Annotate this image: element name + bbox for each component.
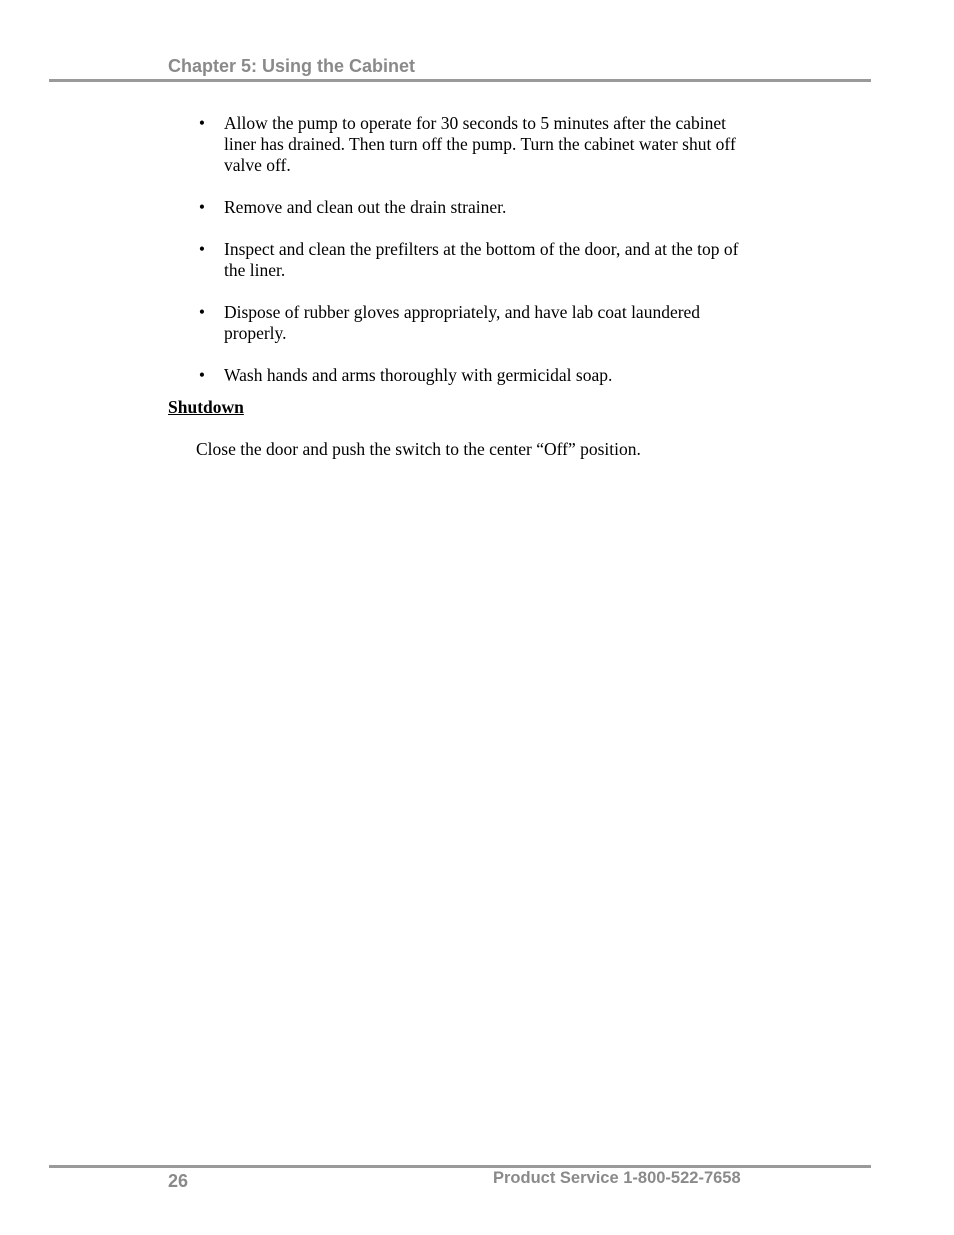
bullet-icon: • <box>198 239 206 259</box>
list-item-text: Allow the pump to operate for 30 seconds to 5 minutes after the cabinet liner has drained. Then turn off the pump. Turn the cabinet water shut off valve off. <box>224 113 736 175</box>
list-item-text: Dispose of rubber gloves appropriately, and have lab coat laundered properly. <box>224 302 701 343</box>
section-body: Close the door and push the switch to the center “Off” position. <box>196 439 641 459</box>
list-item <box>196 197 756 218</box>
list-item <box>196 239 756 281</box>
bullet-icon: • <box>198 113 206 133</box>
chapter-header: Chapter 5: Using the Cabinet <box>168 56 416 76</box>
list-item-text: Remove and clean out the drain strainer. <box>224 197 507 217</box>
list-item <box>196 365 756 386</box>
list-item <box>196 113 756 176</box>
page-number: 26 <box>168 1171 189 1191</box>
header-divider <box>49 79 871 82</box>
footer-divider <box>49 1165 871 1168</box>
product-service-phone: Product Service 1-800-522-7658 <box>493 1169 741 1187</box>
bullet-list <box>196 113 756 386</box>
section-heading: Shutdown <box>168 397 244 417</box>
bullet-icon: • <box>198 197 206 217</box>
list-item-text: Inspect and clean the prefilters at the bottom of the door, and at the top of the liner. <box>224 239 739 280</box>
bullet-icon: • <box>198 302 206 322</box>
list-item-text: Wash hands and arms thoroughly with germicidal soap. <box>224 365 613 385</box>
list-item <box>196 302 756 344</box>
bullet-icon: • <box>198 365 206 385</box>
